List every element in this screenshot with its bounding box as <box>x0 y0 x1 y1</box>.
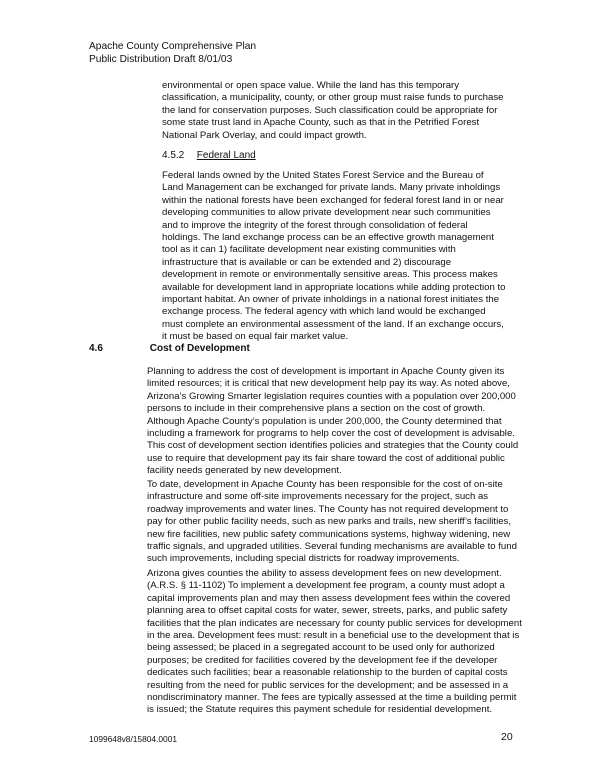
text-line: facilities that the plan indicates are necessary for county public services for development <box>147 617 522 629</box>
text-line: in the area. Development fees must: result in a beneficial use to the development that is <box>147 630 520 642</box>
text-line: facility needs generated by new development. <box>147 465 342 477</box>
text-line: new fire facilities, new public safety communications systems, highway widening, new <box>147 528 511 540</box>
text-line: To date, development in Apache County has been responsible for the cost of on-site <box>147 479 503 490</box>
text-line: it must be based on equal fair market value. <box>162 331 349 343</box>
text-line: Arizona’s Growing Smarter legislation requires counties with a population over 200,000 <box>147 390 516 402</box>
text-line: (A.R.S. § 11-1102) To implement a development fee program, a county must adopt a <box>147 580 505 592</box>
text-line: persons to include in their comprehensive plans a section on the cost of growth. <box>147 403 486 415</box>
text-line: purposes; be credited for facilities covered by the development fee if the developer <box>147 654 498 666</box>
text-line: pay for other public facility needs, such as new parks and trails, new sheriff’s facilities, <box>147 516 512 528</box>
federal-land-paragraph <box>162 170 505 344</box>
page-number: 20 <box>501 731 513 743</box>
text-line: nondiscriminatory manner. The fees are typically assessed at the time a building permit <box>147 692 517 704</box>
text-line: classification, a municipality, county, or other group must raise funds to purchase <box>162 92 504 104</box>
text-line: exchange process. The federal agency with which land would be exchanged <box>162 306 486 318</box>
text-line: National Park Overlay, and could impact growth. <box>162 129 367 141</box>
text-line: roadway improvements and water lines. The County has not required development to <box>147 503 509 515</box>
text-line: developing communities to allow private development near such communities <box>162 207 491 219</box>
text-line: infrastructure that is available or can be extended and 2) discourage <box>162 256 452 268</box>
section-title: Cost of Development <box>149 343 250 354</box>
text-line: being assessed; be placed in a segregated account to be used only for authorized <box>147 642 495 654</box>
document-header <box>89 41 256 66</box>
text-line: Land Management can be exchanged for private lands. Many private inholdings <box>162 182 501 194</box>
text-line: traffic signals, and upgraded utilities. Several funding mechanisms are available to fund <box>147 541 517 553</box>
section-number: 4.6 <box>89 343 103 354</box>
text-line: development in remote or environmentally sensitive areas. This process makes <box>162 269 498 281</box>
text-line: infrastructure and some off-site improvements necessary for the project, such as <box>147 491 489 503</box>
cost-paragraph-1 <box>147 366 518 478</box>
text-line: the land for conservation purposes. Such classification could be appropriate for <box>162 104 498 116</box>
text-line: such improvements, including special districts for roadway improvements. <box>147 553 460 565</box>
section-heading-4-6 <box>89 343 250 354</box>
text-line: Arizona gives counties the ability to assess development fees on new development. <box>147 568 502 579</box>
cost-paragraph-2 <box>147 479 517 566</box>
section-title: Federal Land <box>196 150 256 161</box>
text-line: capital improvements plan and may then assess development fees within the covered <box>147 592 511 604</box>
text-line: must complete an environmental assessment of the land. If an exchange occurs, <box>162 318 504 330</box>
intro-paragraph <box>162 80 503 142</box>
cost-paragraph-3 <box>147 568 522 717</box>
text-line: environmental or open space value. While the land has this temporary <box>162 80 460 91</box>
text-line: important habitat. An owner of private inholdings in a national forest initiates the <box>162 294 500 306</box>
text-line: limited resources; it is critical that new development help pay its way. As noted above, <box>147 378 510 390</box>
text-line: including a framework for programs to help cover the cost of development is advisable. <box>147 428 515 440</box>
text-line: dedicates such facilities; bear a reasonable relationship to the burden of capital costs <box>147 667 508 679</box>
text-line: Federal lands owned by the United States Forest Service and the Bureau of <box>162 170 484 181</box>
text-line: some state trust land in Apache County, such as that in the Petrified Forest <box>162 117 480 129</box>
text-line: use to require that development pay its fair share toward the cost of additional public <box>147 452 505 464</box>
text-line: Although Apache County’s population is under 200,000, the County determined that <box>147 415 502 427</box>
text-line: tool as it can 1) facilitate development near existing communities with <box>162 244 456 256</box>
text-line: This cost of development section identifies policies and strategies that the County could <box>147 440 519 452</box>
text-line: holdings. The land exchange process can be an effective growth management <box>162 232 494 244</box>
section-number: 4.5.2 <box>162 150 185 161</box>
text-line: within the national forests have been exchanged for federal forest land in or near <box>162 194 504 206</box>
text-line: and to improve the integrity of the forest through consolidation of federal <box>162 219 468 231</box>
text-line: resulting from the need for public services for the development; and be assessed in a <box>147 679 509 691</box>
text-line: Planning to address the cost of development is important in Apache County given its <box>147 366 505 377</box>
text-line: is issued; the Statute requires this payment schedule for residential development. <box>147 704 493 716</box>
text-line: available for development land in appropriate locations while adding protection to <box>162 281 506 293</box>
text-line: planning area to offset capital costs for water, sewer, streets, parks, and public safety <box>147 605 508 617</box>
footer-doc-id: 1099648v8/15804.0001 <box>89 734 178 744</box>
section-heading-4-5-2 <box>162 150 256 161</box>
header-title: Apache County Comprehensive Plan <box>89 41 257 52</box>
header-subtitle: Public Distribution Draft 8/01/03 <box>89 53 233 65</box>
